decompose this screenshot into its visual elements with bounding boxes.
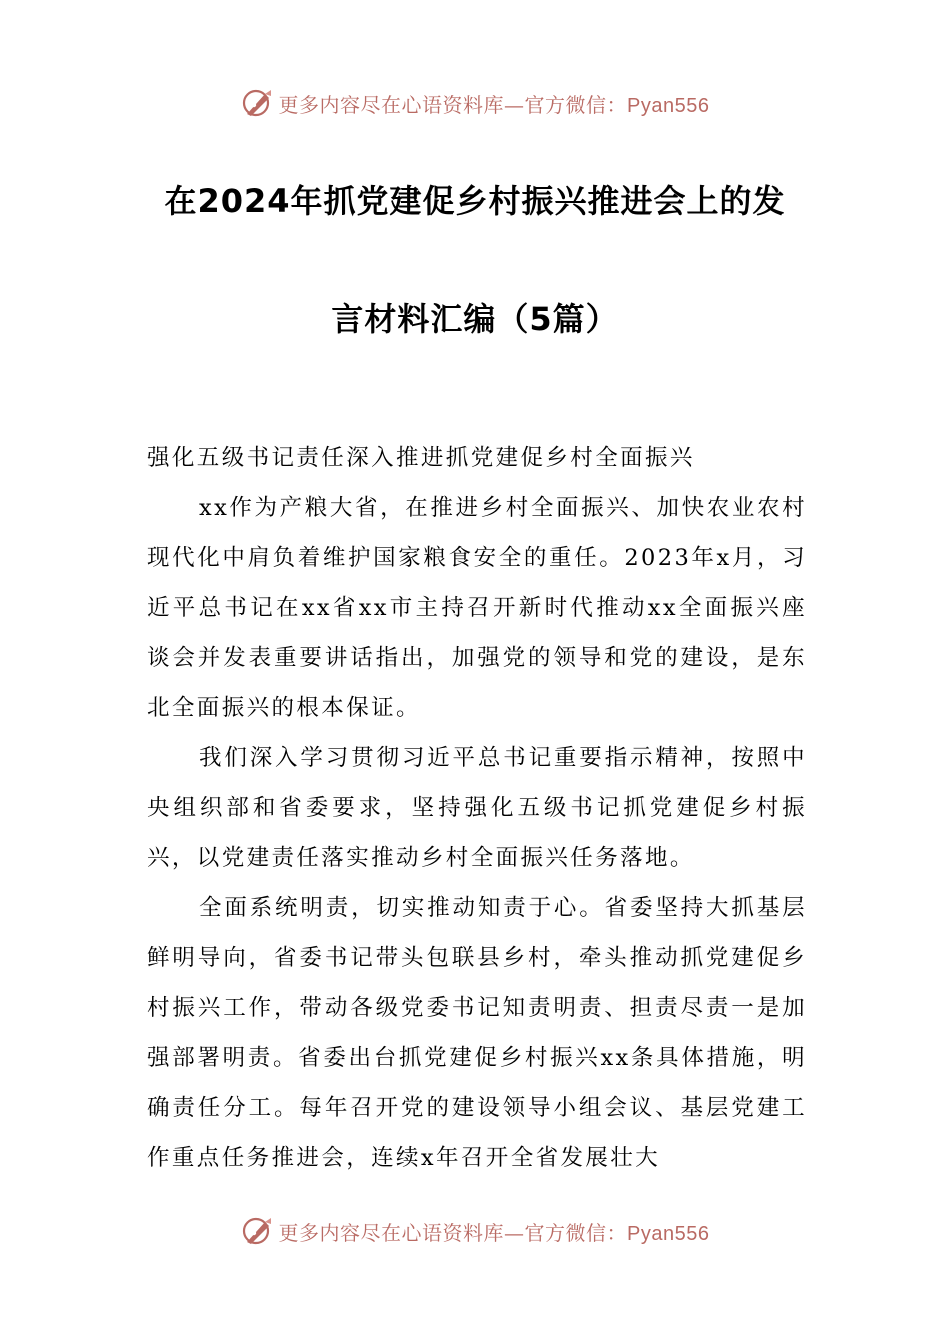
- pen-nib-circle-icon: [241, 1214, 275, 1248]
- document-body: [147, 433, 807, 1183]
- section-heading: 强化五级书记责任深入推进抓党建促乡村全面振兴: [147, 445, 695, 471]
- watermark-footer: [0, 1211, 950, 1251]
- watermark-header: [0, 83, 950, 123]
- watermark-text: 更多内容尽在心语资料库—官方微信：Pyan556: [278, 1220, 710, 1245]
- document-title-line-1: 在2024年抓党建促乡村振兴推进会上的发: [164, 182, 786, 220]
- watermark-wechat-id: Pyan556: [627, 94, 710, 117]
- paragraph: 我们深入学习贯彻习近平总书记重要指示精神，按照中央组织部和省委要求，坚持强化五级书记抓党建促乡村振兴，以党建责任落实推动乡村全面振兴任务落地。: [147, 745, 807, 871]
- watermark-text: 更多内容尽在心语资料库—官方微信：Pyan556: [278, 92, 710, 117]
- paragraph: xx作为产粮大省，在推进乡村全面振兴、加快农业农村现代化中肩负着维护国家粮食安全的重任。2023年x月，习近平总书记在xx省xx市主持召开新时代推动xx全面振兴座谈会并发表重要讲话指出，加强党的领导和党的建设，是东北全面振兴的根本保证。: [147, 495, 807, 721]
- watermark-wechat-id: Pyan556: [627, 1222, 710, 1245]
- document-title-line-2: 言材料汇编（5篇）: [331, 300, 619, 338]
- paragraph: 全面系统明责，切实推动知责于心。省委坚持大抓基层鲜明导向，省委书记带头包联县乡村，牵头推动抓党建促乡村振兴工作，带动各级党委书记知责明责、担责尽责一是加强部署明责。省委出台抓党建促乡村振兴xx条具体措施，明确责任分工。每年召开党的建设领导小组会议、基层党建工作重点任务推进会，连续x年召开全省发展壮大: [147, 895, 807, 1171]
- pen-nib-circle-icon: [241, 86, 275, 120]
